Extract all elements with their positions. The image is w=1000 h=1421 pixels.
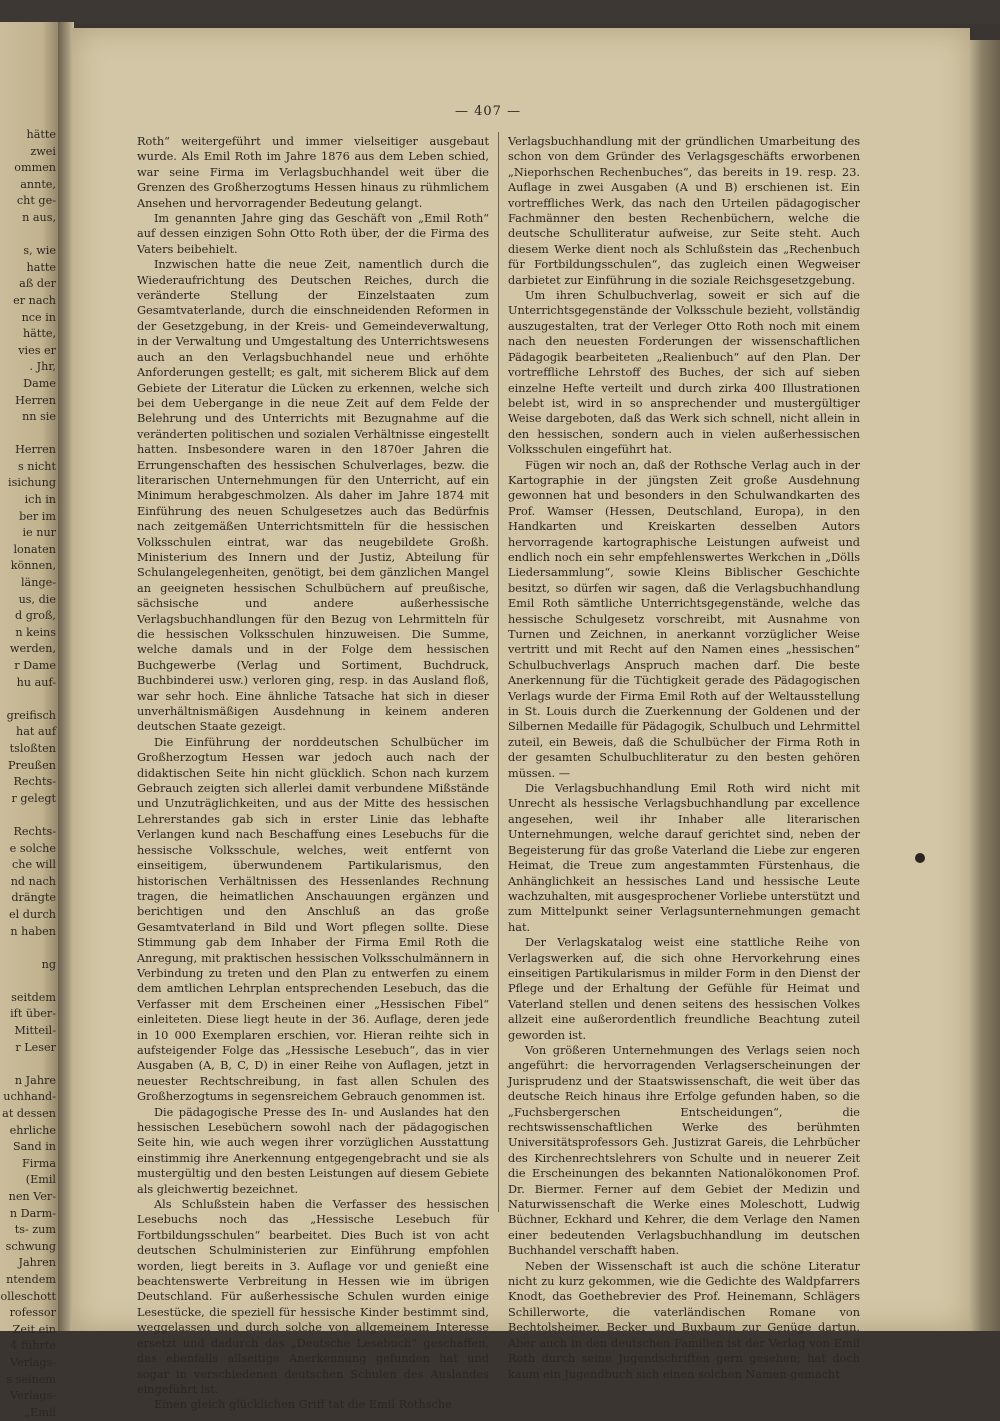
- left-page-fragment-line: lonaten: [13, 542, 56, 556]
- page-number: — 407 —: [455, 104, 522, 119]
- left-page-fragment-line: ommen: [14, 161, 56, 175]
- column-divider: [498, 132, 499, 1212]
- left-page-fragment-line: [1, 973, 56, 990]
- left-page-fragment-line: ift über-: [10, 1007, 56, 1021]
- paragraph: Verlagsbuchhandlung mit der gründlichen Umarbeitung des schon von dem Gründer des Verlagsgeschäfts erworbenen „Nieporhschen Rechenbuches“, das bereits in 19. resp. 23. Auflage in zwei Ausgaben (A und B) erschienen ist. Ein vortreffliches Werk, das nach den Urteilen pädagogischer Fachmänner den besten Rechenbüchern, welche die deutsche Schulliteratur aufweise, zur Seite steht. Auch diesem Werke dient noch als Schlußstein das „Rechenbuch für Fortbildungsschulen“, das zugleich einen Wegweiser darbietet zur Einführung in die soziale Reichsgesetzgebung.: [508, 135, 860, 287]
- left-page-fragment-line: Herren: [15, 443, 56, 457]
- left-page-fragment-line: Zeit ein: [12, 1322, 56, 1336]
- left-page-fragment-line: at dessen: [2, 1107, 56, 1121]
- left-page-fragment-line: us, die: [18, 592, 56, 606]
- left-page-fragment-line: nn sie: [22, 410, 56, 424]
- left-page-fragment-line: Rechts-: [13, 775, 56, 789]
- left-page-fragment-line: ng: [41, 957, 56, 971]
- text-column-left: [137, 134, 489, 1413]
- left-page-fragment-line: Firma: [22, 1156, 56, 1170]
- left-page-fragment-line: Sand in: [12, 1140, 56, 1154]
- left-page-fragment-line: aß der: [19, 277, 56, 291]
- paragraph: Roth“ weitergeführt und immer vielseitiger ausgebaut wurde. Als Emil Roth im Jahre 1876 aus dem Leben schied, war seine Firma im Verlagsbuchhandel weit über die Grenzen des Großherzogtums Hessen hinaus zu rühmlichem Ansehen und hervorragender Bedeutung gelangt.: [137, 135, 489, 210]
- left-page-fragment-line: länge-: [20, 576, 56, 590]
- paragraph: Die Verlagsbuchhandlung Emil Roth wird nicht mit Unrecht als hessische Verlagsbuchhandlung par excellence angesehen, weil ihr Inhaber alle literarischen Unternehmungen, welche darauf gerichtet sind, neben der Begeisterung für das große Vaterland die Liebe zur engeren Heimat, die Treue zum angestammten Fürstenhaus, die Anhänglichkeit an hessisches Land und hessische Leute wachzuhalten, mit ausgesprochener Vorliebe unterstützt und zum Mittelpunkt seiner Verlagsunternehmungen gemacht hat.: [508, 782, 860, 934]
- left-page-fragment-line: (Emil: [25, 1173, 56, 1187]
- left-page-fragment-line: „Emil: [24, 1405, 56, 1419]
- ink-spot: [915, 853, 925, 863]
- left-page-fragment-line: greifisch: [6, 708, 56, 722]
- left-page-fragment-line: n Darm-: [9, 1206, 56, 1220]
- left-page-fragment-line: vies er: [18, 343, 56, 357]
- paragraph: Die pädagogische Presse des In- und Auslandes hat den hessischen Lesebüchern sowohl nach der pädagogischen Seite hin, wie auch wegen ihrer vorzüglichen Ausstattung einstimmig ihre Anerkennung entgegengebracht und sie als mustergültig und den besten Leistungen auf diesem Gebiete als gleichwertig bezeichnet.: [137, 1105, 489, 1196]
- left-page-fragment-line: s nicht: [17, 459, 56, 473]
- left-page-fragment-line: tsloßten: [9, 741, 56, 755]
- left-page-fragment-line: e solche: [9, 841, 56, 855]
- left-page-fragment-line: [1, 426, 56, 443]
- left-page-fragment-line: [1, 691, 56, 708]
- left-page-fragment-line: r Dame: [14, 659, 56, 672]
- left-page-fragment-line: n haben: [10, 924, 56, 938]
- left-page-edge: [0, 22, 60, 1419]
- left-page-fragment-line: nen Ver-: [8, 1190, 56, 1203]
- left-page-fragment-line: annte,: [20, 177, 56, 191]
- left-page-fragment-line: [1, 940, 56, 957]
- paragraph: Fügen wir noch an, daß der Rothsche Verlag auch in der Kartographie in der jüngsten Zeit große Ausdehnung gewonnen hat und besonders in den Schulwandkarten des Prof. Wamser (Hessen, Deutschland, Europa), in den Handkarten und Kreiskarten desselben Autors hervorragende kartographische Leistungen aufweist und endlich noch ein sehr empfehlenswertes Werkchen in „Dölls Liedersammlung“, sowie Kleins Biblischer Geschichte besitzt, so dürfen wir sagen, daß die Verlagsbuchhandlung Emil Roth sämtliche Unterrichtsgegenstände, welche das hessische Schulgesetz vorschreibt, mit Ausnahme von Turnen und Zeichnen, in anerkannt vorzüglicher Weise vertritt und mit Recht auf den Namen eines „hessischen“ Schulbuchverlags Anspruch machen darf. Die beste Anerkennung für die Tüchtigkeit gerade des Pädagogischen Verlags wurde der Firma Emil Roth auf der Weltausstellung in St. Louis durch die Zuerkennung der Goldenen und der Silbernen Medaille für Pädagogik, Schulbuch und Lehrmittel zuteil, ein Beweis, daß die Schulbücher der Firma Roth in der gesamten Schulbuchliteratur zu den besten gehören müssen. —: [508, 458, 860, 780]
- left-page-fragment-line: Jahren: [18, 1256, 56, 1270]
- left-page-fragment-line: n aus,: [22, 210, 56, 224]
- paragraph: Die Einführung der norddeutschen Schulbücher im Großherzogtum Hessen war jedoch auch nach der didaktischen Seite hin nicht glücklich. Schon nach kurzem Gebrauch zeigten sich allerlei damit verbundene Mißstände und Unzuträglichkeiten, und aus der Mitte des hessischen Lehrerstandes gab sich in erster Linie das lebhafte Verlangen kund nach Beschaffung eines Lesebuchs für die hessische Volksschule, welches, weit entfernt von einseitigem, überwundenem Partikularismus, den historischen Verhältnissen des Hessenlandes Rechnung tragen, die heimatlichen Anschauungen ergänzen und berichtigen und den Anschluß an das große Gesamtvaterland in Bild und Wort pflegen sollte. Diese Stimmung gab dem Inhaber der Firma Emil Roth die Anregung, mit praktischen hessischen Volksschulmännern in Verbindung zu treten und den Plan zu entwerfen zu einem dem amtlichen Lehrplan entsprechenden Lesebuch, das die Verfasser mit dem Erscheinen einer „Hessischen Fibel“ einleiteten. Diese liegt heute in der 36. Auflage, deren jede in 10 000 Exemplaren erschien, vor. Hieran reihte sich in aufsteigender Folge das „Hessische Lesebuch“, das in vier Ausgaben (A, B, C, D) in einer Reihe von Auflagen, jetzt in neuester Rechtschreibung, in fast allen Schulen des Großherzogtums in segensreichem Gebrauch genommen ist.: [137, 735, 489, 1104]
- paragraph: Einen gleich glücklichen Griff tat die Emil Rothsche: [153, 1398, 452, 1412]
- left-page-fragment-line: Mitteil-: [14, 1024, 56, 1038]
- paragraph: Als Schlußstein haben die Verfasser des hessischen Lesebuchs noch das „Hessische Lesebuch für Fortbildungsschulen“ bearbeitet. Dies Buch ist von acht deutschen Schulministerien zur Einführung empfohlen worden, liegt bereits in 3. Auflage vor und genießt eine beachtenswerte Verbreitung in Hessen wie im übrigen Deutschland. Für außerhessische Schulen wurden einige Lesestücke, die speziell für hessische Kinder bestimmt sind, weggelassen und durch solche von allgemeinem Interesse ersetzt und dadurch das „Deutsche Lesebuch“ geschaffen, das ebenfalls allseitige Anerkennung gefunden hat und sogar in verschiedenen deutschen Schulen des Auslandes eingeführt ist.: [137, 1198, 489, 1396]
- left-page-fragment-line: zwei: [30, 144, 56, 158]
- left-page-fragment-line: isichung: [8, 476, 56, 490]
- paragraph: Um ihren Schulbuchverlag, soweit er sich auf die Unterrichtsgegenstände der Volksschule bezieht, vollständig auszugestalten, trat der Verleger Otto Roth noch mit einem nach den neuesten Forderungen der wissenschaftlichen Pädagogik bearbeiteten „Realienbuch“ auf den Plan. Der vortreffliche Lehrstoff des Buches, der sich auf sieben einzelne Hefte verteilt und durch zirka 400 Illustrationen belebt ist, wird in so ansprechender und mustergültiger Weise dargeboten, daß das Werk sich schnell, nicht allein in den hessischen, sondern auch in vielen außerhessischen Volksschulen eingeführt hat.: [508, 289, 860, 457]
- left-page-fragment-line: Verlags-: [10, 1355, 56, 1369]
- left-page-fragment-line: Verlags-: [10, 1389, 56, 1403]
- left-page-fragment-line: Preußen: [7, 758, 56, 772]
- paragraph: Von größeren Unternehmungen des Verlags seien noch angeführt: die hervorragenden Verlagserscheinungen der Jurisprudenz und der Staatswissenschaft, die weit über das deutsche Reich hinaus ihre Erfolge gefunden haben, so die „Fuchsbergerschen Entscheidungen“, die rechtswissenschaftlichen Werke des berühmten Universitätsprofessors Geh. Justizrat Gareis, die Lehrbücher des Kirchenrechtslehrers von Schulte und in neuerer Zeit die Erscheinungen des bekannten Nationalökonomen Prof. Dr. Biermer. Ferner auf dem Gebiet der Medizin und Naturwissenschaft die Werke eines Moleschott, Ludwig Büchner, Eckhard und Kehrer, die dem Verlage den Namen einer bedeutenden Verlagsbuchhandlung im deutschen Buchhandel verschafft haben.: [508, 1043, 860, 1258]
- left-page-fragment-line: . Jhr,: [29, 360, 56, 374]
- paragraph: Der Verlagskatalog weist eine stattliche Reihe von Verlagswerken auf, die sich ohne Hervorkehrung eines einseitigen Partikularismus in milder Form in den Dienst der Pflege und der Erhaltung der Gefühle für Heimat und Vaterland stellen und denen seitens des hessischen Volkes allzeit eine außerordentlich freundliche Beachtung zuteil geworden ist.: [508, 936, 860, 1042]
- left-page-fragment-line: können,: [10, 559, 56, 573]
- left-page-fragment-line: seitdem: [11, 990, 56, 1004]
- left-page-fragment-line: schwung: [5, 1239, 56, 1253]
- left-page-fragment-line: s, wie: [23, 244, 56, 258]
- left-page-fragment-line: er nach: [13, 293, 56, 307]
- paragraph: Inzwischen hatte die neue Zeit, namentlich durch die Wiederaufrichtung des Deutschen Reiches, durch die veränderte Stellung der Einzelstaaten zum Gesamtvaterlande, durch die einschneidenden Reformen in der Gesetzgebung, in der Kreis- und Gemeindeverwaltung, in der Verwaltung und Umgestaltung des Unterrichtswesens auch an den Verlagsbuchhandel neue und erhöhte Anforderungen gestellt; es galt, mit sicherem Blick auf dem Gebiete der Literatur die Lücken zu erkennen, welche sich bei dem Uebergange in die neue Zeit auf dem Felde der Belehrung und des Unterrichts mit Bezugnahme auf die veränderten politischen und sozialen Verhältnisse eingestellt hatten. Insbesondere waren in den 1870er Jahren die Errungenschaften des hessischen Schulverlages, bezw. die literarischen Unternehmungen für den Unterricht, auf ein Minimum herabgeschmolzen. Als daher im Jahre 1874 mit Einführung des neuen Schulgesetzes auch das Bedürfnis nach zeitgemäßen Unterrichtsmitteln für die hessischen Volksschulen eintrat, war das neugebildete Großh. Ministerium des Innern und der Justiz, Abteilung für Schulangelegenheiten, genötigt, bei dem gänzlichen Mangel an geeigneten hessischen Schulbüchern auf preußische, sächsische und andere außerhessische Verlagsbuchhandlungen für den Bezug von Lehrmitteln für die hessischen Volksschulen hinzuweisen. Die Summe, welche damals und in der Folge dem hessischen Buchgewerbe (Verlag und Sortiment, Buchdruck, Buchbinderei usw.) verloren ging, resp. in das Ausland floß, war sehr hoch. Eine ähnliche Tatsache hat sich in dieser unverhältnismäßigen Ausdehnung in keinem anderen deutschen Staate gezeigt.: [137, 258, 489, 734]
- left-page-fragment-line: n keins: [15, 625, 56, 639]
- left-page-fragment-line: Dame: [23, 376, 56, 390]
- text-column-right: [508, 134, 860, 1382]
- left-page-fragment-line: ts- zum: [14, 1223, 56, 1237]
- left-page-fragment-line: [1, 807, 56, 824]
- left-page-fragment-line: el durch: [9, 907, 56, 921]
- left-page-fragment-line: hat auf: [16, 725, 56, 739]
- left-page-fragment-line: drängte: [11, 891, 56, 905]
- left-page-fragment-line: hatte: [26, 260, 56, 274]
- left-page-fragment-line: cht ge-: [16, 194, 56, 208]
- left-page-text-fragments: [1, 127, 56, 1421]
- left-page-fragment-line: hu auf-: [16, 675, 56, 689]
- left-page-fragment-line: werden,: [9, 642, 56, 656]
- left-page-fragment-line: [1, 227, 56, 244]
- left-page-fragment-line: uchhand-: [3, 1090, 56, 1104]
- left-page-fragment-line: n Jahre: [14, 1073, 56, 1087]
- left-page-fragment-line: ber im: [19, 509, 56, 523]
- left-page-fragment-line: ie nur: [22, 526, 56, 540]
- left-page-fragment-line: Rechts-: [13, 824, 56, 838]
- left-page-fragment-line: nd nach: [10, 874, 56, 888]
- left-page-fragment-line: hätte,: [22, 327, 56, 341]
- left-page-fragment-line: r gelegt: [11, 791, 56, 805]
- left-page-fragment-line: 4 führte: [10, 1339, 56, 1353]
- page-edge-right: [970, 40, 1000, 1331]
- paragraph: Im genannten Jahre ging das Geschäft von „Emil Roth“ auf dessen einzigen Sohn Otto Roth über, der die Firma des Vaters beibehielt.: [137, 212, 489, 256]
- left-page-fragment-line: Herren: [15, 393, 56, 407]
- scan-background: [0, 0, 1000, 24]
- left-page-fragment-line: ntendem: [6, 1272, 56, 1286]
- left-page-fragment-line: olleschott: [0, 1289, 56, 1303]
- left-page-fragment-line: s seinem: [6, 1372, 56, 1386]
- left-page-fragment-line: ich in: [24, 493, 56, 507]
- left-page-fragment-line: che will: [12, 858, 56, 872]
- left-page-fragment-line: ehrliche: [9, 1123, 56, 1137]
- paragraph: Neben der Wissenschaft ist auch die schöne Literatur nicht zu kurz gekommen, wie die Gedichte des Waldpfarrers Knodt, das Goethebrevier des Prof. Heinemann, Schlägers Schillerworte, die vaterländischen Romane von Bechtolsheimer, Becker und Buxbaum zur Genüge dartun. Aber auch in den deutschen Familien ist der Verlag von Emil Roth durch seine Jugendschriften gern gesehen; hat doch kaum ein Jugendbuch sich einen solchen Namen gemacht: [508, 1259, 860, 1381]
- left-page-fragment-line: rofessor: [9, 1306, 56, 1320]
- left-page-fragment-line: [1, 1056, 56, 1073]
- left-page-fragment-line: nce in: [21, 310, 56, 324]
- left-page-fragment-line: r Leser: [15, 1040, 56, 1054]
- left-page-fragment-line: d groß,: [15, 609, 56, 623]
- left-page-fragment-line: hätte: [26, 128, 56, 141]
